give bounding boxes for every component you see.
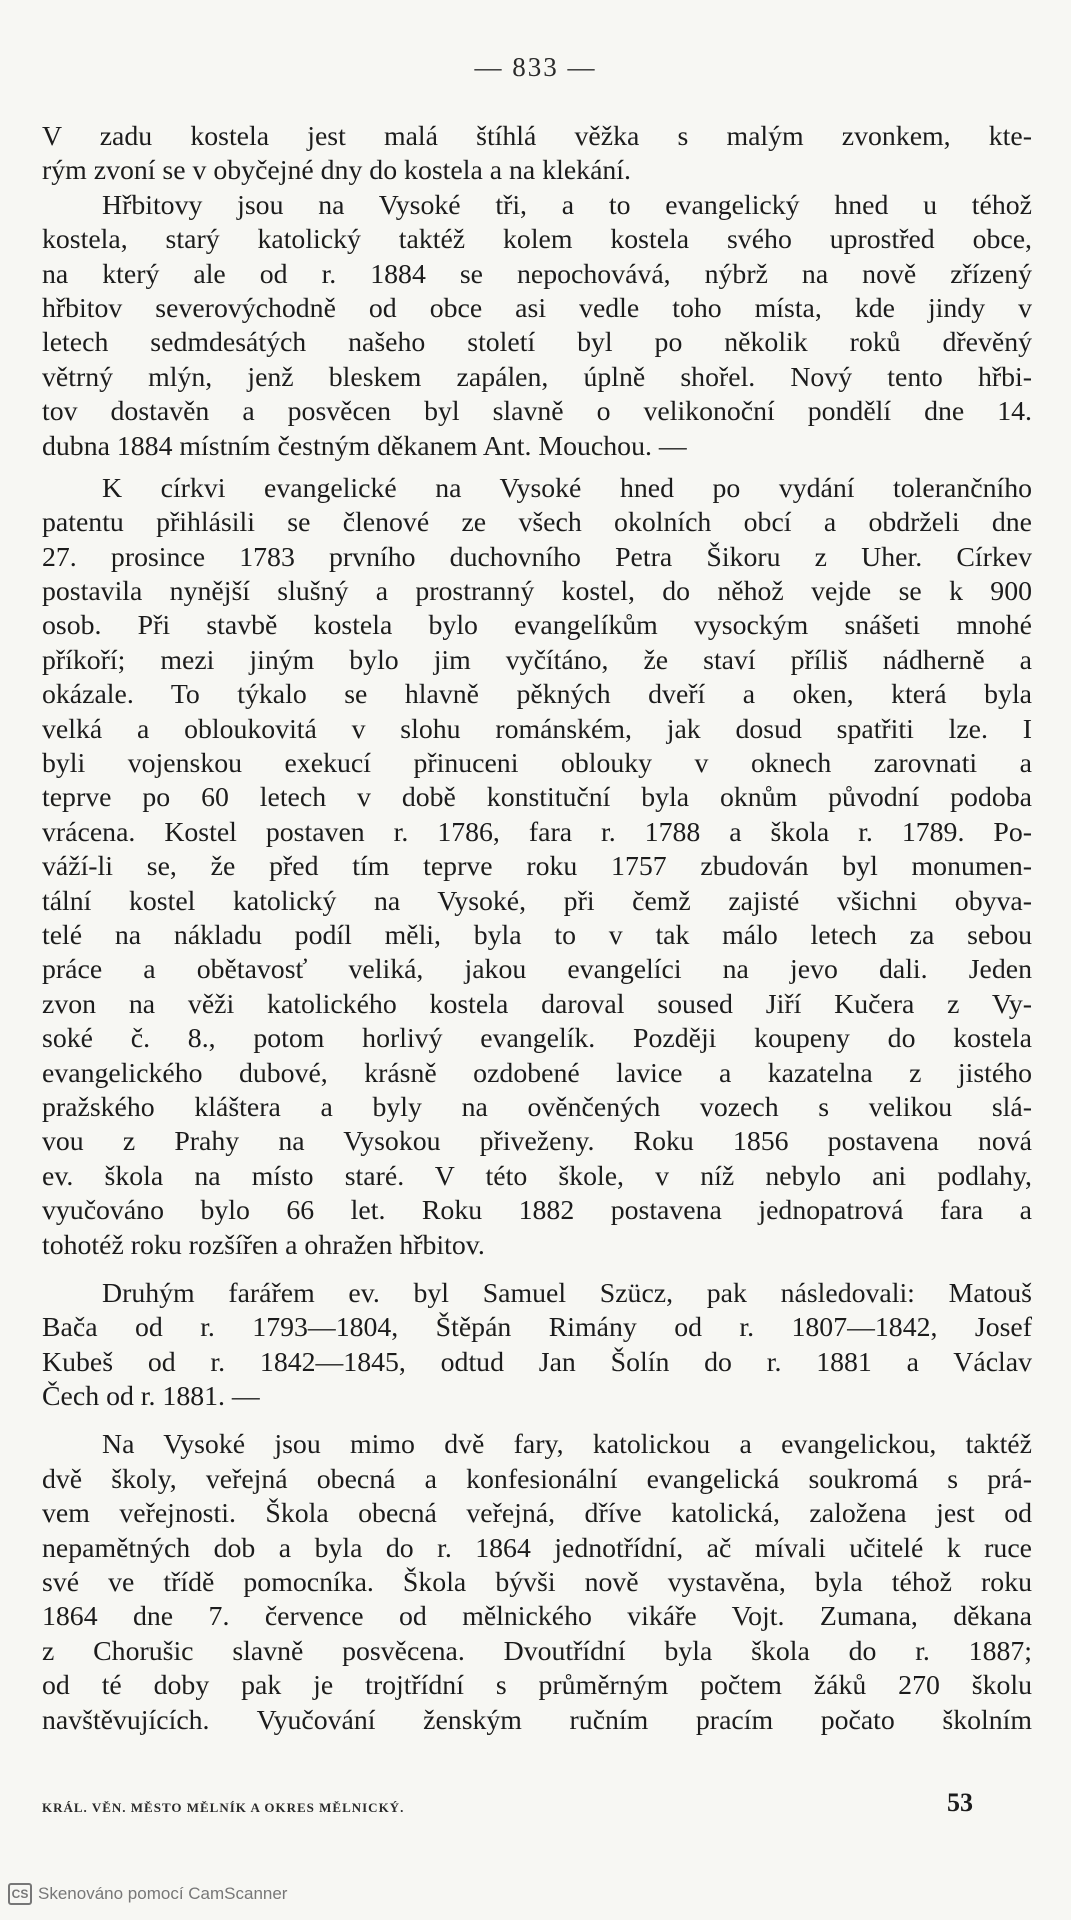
text-line: teprve po 60 letech v době konstituční byla oknům původní podoba bbox=[42, 782, 1032, 814]
text-line: Kubeš od r. 1842—1845, odtud Jan Šolín do r. 1881 a Václav bbox=[42, 1346, 1032, 1378]
text-line: Na Vysoké jsou mimo dvě fary, katolickou a evangelickou, taktéž bbox=[102, 1429, 1032, 1461]
text-line: vou z Prahy na Vysokou přiveženy. Roku 1856 postavena nová bbox=[42, 1126, 1032, 1158]
camscanner-text: Skenováno pomocí CamScanner bbox=[38, 1884, 288, 1903]
text-line: své ve třídě pomocníka. Škola bývši nově vystavěna, byla téhož roku bbox=[42, 1567, 1032, 1599]
text-line: práce a obětavosť veliká, jakou evangelíci na jevo dali. Jeden bbox=[42, 954, 1032, 986]
text-line: patentu přihlásili se členové ze všech okolních obcí a obdrželi dne bbox=[42, 507, 1032, 539]
text-line: telé na nákladu podíl měli, byla to v tak málo letech za sebou bbox=[42, 919, 1032, 951]
text-line: okázale. To týkalo se hlavně pěkných dveří a oken, která byla bbox=[42, 679, 1032, 711]
text-line: z Chorušic slavně posvěcena. Dvoutřídní byla škola do r. 1887; bbox=[42, 1635, 1032, 1667]
text-line: letech sedmdesátých našeho století byl po několik roků dřevěný bbox=[42, 327, 1032, 359]
text-line: Hřbitovy jsou na Vysoké tři, a to evangelický hned u téhož bbox=[102, 189, 1032, 221]
text-line: pražského kláštera a byly na ověnčených vozech s velikou slá- bbox=[42, 1091, 1032, 1123]
text-line: od té doby pak je trojtřídní s průměrným počtem žáků 270 školu bbox=[42, 1670, 1032, 1702]
text-line: byli vojenskou exekucí přinuceni oblouky v oknech zarovnati a bbox=[42, 748, 1032, 780]
running-footer: KRÁL. VĚN. MĚSTO MĚLNÍK A OKRES MĚLNICKÝ. bbox=[42, 1800, 405, 1815]
text-line: ev. škola na místo staré. V této škole, v níž nebylo ani podlahy, bbox=[42, 1160, 1032, 1192]
text-line: osob. Při stavbě kostela bylo evangelíkům vysockým snášeti mnohé bbox=[42, 610, 1032, 642]
text-line: tální kostel katolický na Vysoké, při čemž zajisté všichni obyva- bbox=[42, 885, 1032, 917]
camscanner-watermark bbox=[8, 1878, 287, 1910]
text-line: váží-li se, že před tím teprve roku 1757 zbudován byl monumen- bbox=[42, 851, 1032, 883]
text-line: nepamětných dob a byla do r. 1864 jednotřídní, ač mívali učitelé k ruce bbox=[42, 1532, 1032, 1564]
text-line: kostela, starý katolický taktéž kolem kostela svého uprostřed obce, bbox=[42, 224, 1032, 256]
text-line: tov dostavěn a posvěcen byl slavně o velikonoční pondělí dne 14. bbox=[42, 396, 1032, 428]
text-line: postavila nynější slušný a prostranný kostel, do něhož vejde se k 900 bbox=[42, 576, 1032, 608]
page-number: — 833 — bbox=[474, 52, 597, 82]
text-line: 27. prosince 1783 prvního duchovního Petra Šikoru z Uher. Církev bbox=[42, 541, 1032, 573]
text-line: dvě školy, veřejná obecná a konfesionální evangelická soukromá s prá- bbox=[42, 1463, 1032, 1495]
text-line: Bača od r. 1793—1804, Štěpán Rimány od r. 1807—1842, Josef bbox=[42, 1312, 1032, 1344]
text-line: na který ale od r. 1884 se nepochovává, nýbrž na nově zřízený bbox=[42, 258, 1032, 290]
camscanner-logo-icon: CS bbox=[8, 1883, 32, 1905]
text-line: dubna 1884 místním čestným děkanem Ant. Mouchou. — bbox=[42, 430, 687, 462]
text-line: hřbitov severovýchodně od obce asi vedle toho místa, kde jindy v bbox=[42, 292, 1032, 324]
signature-number: 53 bbox=[947, 1788, 973, 1817]
text-line: Čech od r. 1881. — bbox=[42, 1381, 260, 1413]
text-line: vyučováno bylo 66 let. Roku 1882 postavena jednopatrová fara a bbox=[42, 1195, 1032, 1227]
text-line: zvon na věži katolického kostela daroval soused Jiří Kučera z Vy- bbox=[42, 988, 1032, 1020]
text-line: větrný mlýn, jenž bleskem zapálen, úplně shořel. Nový tento hřbi- bbox=[42, 361, 1032, 393]
text-line: V zadu kostela jest malá štíhlá věžka s malým zvonkem, kte- bbox=[42, 121, 1032, 152]
text-line: příkoří; mezi jiným bylo jim vyčítáno, že staví příliš nádherně a bbox=[42, 644, 1032, 676]
text-line: 1864 dne 7. července od mělnického vikáře Vojt. Zumana, děkana bbox=[42, 1601, 1032, 1633]
text-line: navštěvujících. Vyučování ženským ručním pracím počato školním bbox=[42, 1704, 1032, 1736]
body-text bbox=[42, 120, 1032, 1738]
text-line: tohotéž roku rozšířen a ohražen hřbitov. bbox=[42, 1229, 485, 1261]
text-line: K církvi evangelické na Vysoké hned po vydání tolerančního bbox=[102, 472, 1032, 504]
text-line: rým zvoní se v obyčejné dny do kostela a na klekání. bbox=[42, 155, 631, 187]
text-line: soké č. 8., potom horlivý evangelík. Později koupeny do kostela bbox=[42, 1023, 1032, 1055]
text-line: Druhým farářem ev. byl Samuel Szücz, pak následovali: Matouš bbox=[102, 1277, 1032, 1309]
text-line: vem veřejnosti. Škola obecná veřejná, dříve katolická, založena jest od bbox=[42, 1498, 1032, 1530]
text-line: vrácena. Kostel postaven r. 1786, fara r. 1788 a škola r. 1789. Po- bbox=[42, 816, 1032, 848]
text-line: evangelického dubové, krásně ozdobené lavice a kazatelna z jistého bbox=[42, 1057, 1032, 1089]
text-line: velká a obloukovitá v slohu románském, jak dosud spatřiti lze. I bbox=[42, 713, 1032, 745]
